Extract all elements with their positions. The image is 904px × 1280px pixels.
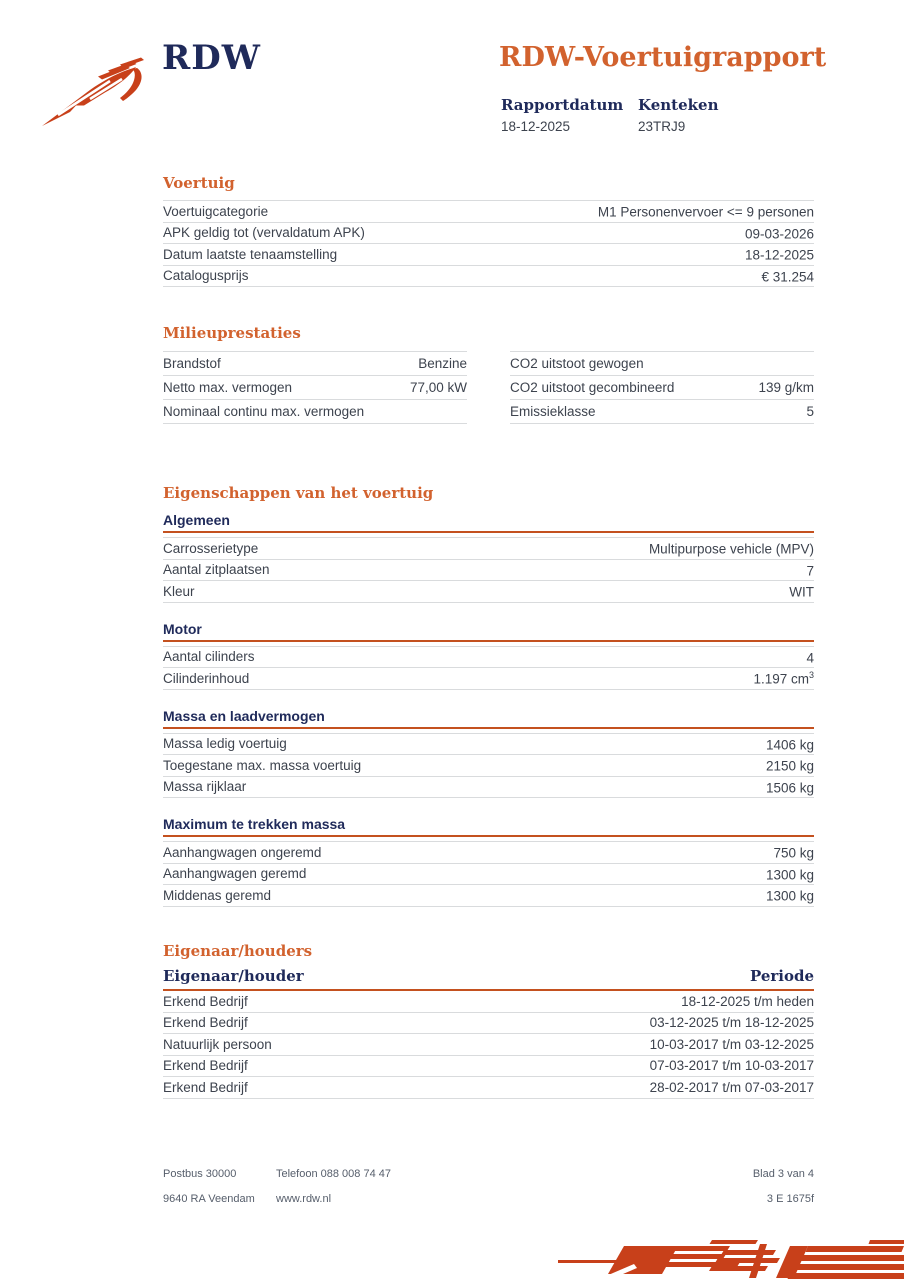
owner-type: Erkend Bedrijf [163, 1058, 248, 1074]
row-label: Catalogusprijs [163, 268, 249, 284]
page-footer [163, 1168, 814, 1218]
table-row [163, 885, 814, 907]
rdw-stripes-graphic-icon [508, 1238, 904, 1280]
table-row [163, 1077, 814, 1099]
section-heading-voertuig: Voertuig [163, 174, 235, 192]
table-row [163, 223, 814, 245]
table-row [163, 581, 814, 603]
massa-table [163, 733, 814, 799]
voertuig-table [163, 200, 814, 287]
row-label: Toegestane max. massa voertuig [163, 757, 362, 773]
subsection-algemeen [163, 512, 814, 603]
footer-city: 9640 RA Veendam [163, 1193, 255, 1205]
subsection-heading-massa: Massa en laadvermogen [163, 708, 814, 729]
section-heading-eigenaar: Eigenaar/houders [163, 942, 313, 960]
rapportdatum-label: Rapportdatum [501, 96, 624, 114]
owner-period: 18-12-2025 t/m heden [681, 993, 814, 1009]
algemeen-table [163, 537, 814, 603]
row-value: 5 [806, 404, 814, 419]
row-value: 750 kg [773, 845, 814, 861]
footer-phone: Telefoon 088 008 74 47 [276, 1168, 391, 1180]
owners-table [163, 991, 814, 1099]
row-value: 09-03-2026 [744, 226, 814, 241]
table-row [163, 842, 814, 864]
owners-table-header [163, 967, 814, 991]
table-row [163, 1056, 814, 1078]
motor-table [163, 646, 814, 690]
row-value: WIT [789, 584, 814, 600]
section-heading-milieuprestaties: Milieuprestaties [163, 324, 301, 342]
table-row [163, 244, 814, 266]
row-label: Middenas geremd [163, 887, 272, 903]
row-label: Massa ledig voertuig [163, 736, 287, 752]
row-value: 139 g/km [758, 380, 814, 395]
table-row [163, 560, 814, 582]
row-label: CO2 uitstoot gecombineerd [510, 380, 675, 395]
owner-period: 07-03-2017 t/m 10-03-2017 [649, 1058, 814, 1074]
row-value: € 31.254 [761, 269, 814, 284]
row-label: Aantal cilinders [163, 649, 255, 665]
row-value: Multipurpose vehicle (MPV) [648, 541, 814, 557]
table-row [163, 201, 814, 223]
row-value: 1506 kg [765, 780, 814, 795]
subsection-massa [163, 708, 814, 799]
row-value: 1300 kg [765, 888, 814, 904]
footer-postbus: Postbus 30000 [163, 1168, 237, 1180]
row-label: Carrosserietype [163, 540, 259, 556]
subsection-motor [163, 621, 814, 690]
row-label: Aantal zitplaatsen [163, 562, 270, 578]
table-row [510, 376, 814, 400]
table-row [163, 352, 467, 376]
row-label: Nominaal continu max. vermogen [163, 404, 365, 419]
row-value: 1.197 $cm^3$ [753, 670, 814, 687]
footer-doc-code: 3 E 1675f [766, 1193, 814, 1205]
table-row [163, 668, 814, 690]
row-value: 7 [806, 563, 814, 578]
row-label: Aanhangwagen geremd [163, 866, 307, 882]
owner-type: Erkend Bedrijf [163, 1015, 248, 1031]
table-row [163, 1034, 814, 1056]
subsection-heading-motor: Motor [163, 621, 814, 642]
row-label: Datum laatste tenaamstelling [163, 246, 338, 262]
owner-type: Natuurlijk persoon [163, 1036, 272, 1052]
subsection-heading-trekken: Maximum te trekken massa [163, 816, 814, 837]
subsection-trekken [163, 816, 814, 907]
kenteken-value: 23TRJ9 [638, 119, 686, 134]
table-row [510, 352, 814, 376]
table-row [163, 1013, 814, 1035]
row-label: Cilinderinhoud [163, 670, 250, 686]
row-label: Voertuigcategorie [163, 203, 269, 219]
table-row [510, 400, 814, 424]
kenteken-label: Kenteken [638, 96, 719, 114]
brand-wordmark: RDW [162, 38, 261, 78]
table-row [163, 777, 814, 799]
table-row [163, 538, 814, 560]
table-row [163, 647, 814, 669]
column-header-eigenaar: Eigenaar/houder [163, 967, 304, 985]
footer-website: www.rdw.nl [276, 1193, 332, 1205]
table-row [163, 400, 467, 424]
row-label: Massa rijklaar [163, 779, 247, 795]
table-row [163, 864, 814, 886]
row-value: 1300 kg [765, 867, 814, 882]
footer-contact [276, 1168, 753, 1218]
milieu-grid [163, 351, 814, 424]
subsection-heading-algemeen: Algemeen [163, 512, 814, 533]
trekken-table [163, 841, 814, 907]
milieu-left-table [163, 351, 467, 424]
row-value: 77,00 kW [409, 380, 467, 395]
owner-type: Erkend Bedrijf [163, 1079, 248, 1095]
row-value: M1 Personenvervoer <= 9 personen [597, 204, 814, 220]
owner-period: 03-12-2025 t/m 18-12-2025 [649, 1015, 814, 1031]
rapportdatum-value: 18-12-2025 [501, 119, 571, 134]
kenteken-block [638, 96, 775, 134]
footer-page-info [753, 1168, 814, 1218]
section-heading-eigenschappen: Eigenschappen van het voertuig [163, 484, 434, 502]
row-value: 18-12-2025 [744, 247, 814, 263]
column-header-periode: Periode [749, 967, 814, 985]
table-row [163, 991, 814, 1013]
section-eigenaar-houders [163, 942, 814, 1099]
row-label: Aanhangwagen ongeremd [163, 844, 322, 860]
row-label: CO2 uitstoot gewogen [510, 356, 644, 371]
row-value: 4 [806, 650, 814, 665]
rdw-feather-logo-icon [40, 56, 152, 130]
row-value: 1406 kg [765, 737, 814, 752]
section-eigenschappen [163, 484, 814, 907]
section-milieuprestaties [163, 324, 814, 424]
row-label: Netto max. vermogen [163, 380, 293, 395]
footer-page-number: Blad 3 van 4 [752, 1168, 814, 1180]
owner-type: Erkend Bedrijf [163, 993, 248, 1009]
table-row [163, 734, 814, 756]
row-label: Brandstof [163, 356, 221, 371]
rapportdatum-block [501, 96, 638, 134]
milieu-right-table [510, 351, 814, 424]
footer-address [163, 1168, 276, 1218]
report-meta [501, 96, 775, 134]
table-row [163, 266, 814, 288]
row-label: Kleur [163, 583, 195, 599]
table-row [163, 755, 814, 777]
row-value: Benzine [418, 356, 467, 371]
row-label: Emissieklasse [510, 404, 596, 419]
row-label: APK geldig tot (vervaldatum APK) [163, 225, 365, 241]
table-row [163, 376, 467, 400]
owner-period: 10-03-2017 t/m 03-12-2025 [649, 1036, 814, 1052]
row-value: 2150 kg [765, 758, 814, 774]
owner-period: 28-02-2017 t/m 07-03-2017 [649, 1079, 814, 1095]
page-title: RDW-Voertuigrapport [499, 42, 827, 73]
section-voertuig [163, 174, 814, 287]
